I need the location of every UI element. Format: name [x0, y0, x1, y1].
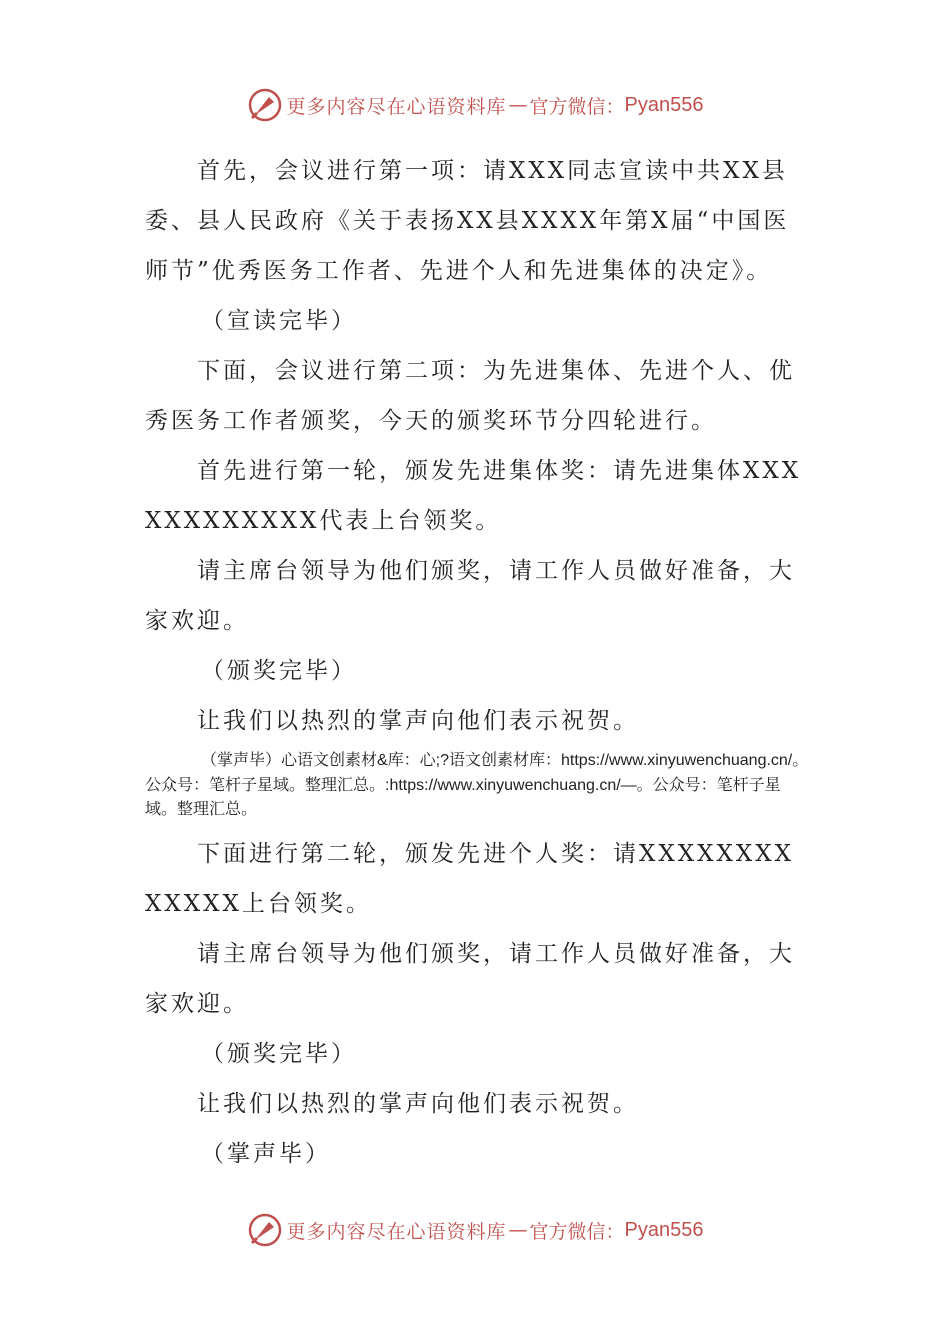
watermark-note: （掌声毕）心语文创素材&库：心;?语文创素材库：https://www.xinyuwenchuang.cn/。公众号：笔杆子星域。整理汇总。:https://www.xinyuwenchuang.cn/—。公众号：笔杆子星域。整理汇总。	[145, 752, 809, 818]
pen-nib-logo-icon	[247, 87, 283, 123]
document-body	[145, 146, 810, 1179]
footer-separator: —	[508, 1219, 528, 1241]
paragraph-invite-leaders-2: 请主席台领导为他们颁奖，请工作人员做好准备，大家欢迎。	[145, 940, 795, 1017]
paragraph-reading-done: （宣读完毕）	[201, 308, 357, 334]
banner-separator: —	[508, 94, 528, 116]
footer-banner	[0, 1205, 950, 1255]
paragraph-invite-leaders-1: 请主席台领导为他们颁奖，请工作人员做好准备，大家欢迎。	[145, 558, 795, 634]
paragraph-award-done-1: （颁奖完毕）	[201, 658, 357, 684]
header-banner	[0, 80, 950, 130]
paragraph-round-1: 首先进行第一轮，颁发先进集体奖：请先进集体XXXXXXXXXXXX代表上台领奖。	[145, 458, 802, 534]
footer-wechat-id: Pyan556	[624, 1218, 704, 1241]
footer-wechat-label: 官方微信：	[529, 1220, 625, 1243]
paragraph-item-2: 下面，会议进行第二项：为先进集体、先进个人、优秀医务工作者颁奖，今天的颁奖环节分四轮进行。	[145, 358, 795, 434]
banner-brand-text: 更多内容尽在心语资料库	[286, 95, 507, 118]
banner-wechat-label: 官方微信：	[529, 95, 625, 118]
paragraph-item-1: 首先，会议进行第一项：请XXX同志宣读中共XX县委、县人民政府《关于表扬XX县XXXX年第X届“中国医师节”优秀医务工作者、先进个人和先进集体的决定》。	[145, 158, 790, 284]
paragraph-applause-end: （掌声毕）	[201, 1140, 331, 1167]
pen-nib-logo-icon	[247, 1212, 283, 1248]
paragraph-applause-1: 让我们以热烈的掌声向他们表示祝贺。	[197, 708, 639, 734]
banner-wechat-id: Pyan556	[624, 93, 704, 116]
paragraph-applause-2: 让我们以热烈的掌声向他们表示祝贺。	[197, 1090, 639, 1117]
paragraph-round-2: 下面进行第二轮，颁发先进个人奖：请XXXXXXXXXXXXX上台领奖。	[145, 840, 794, 917]
paragraph-award-done-2: （颁奖完毕）	[201, 1040, 357, 1067]
footer-brand-text: 更多内容尽在心语资料库	[286, 1220, 507, 1243]
